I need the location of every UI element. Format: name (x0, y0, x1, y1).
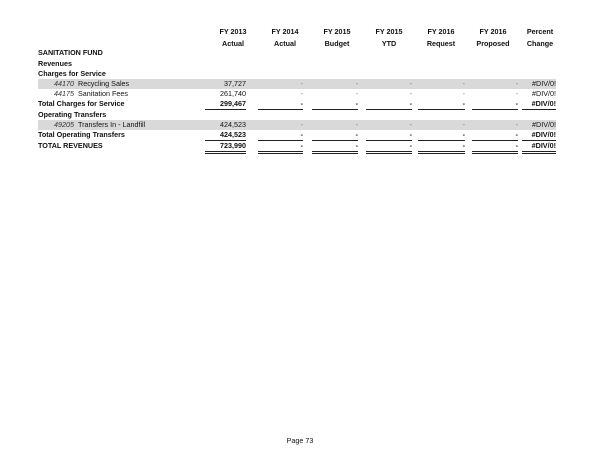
cell-value: 299,467 (205, 99, 246, 110)
cell-value: #DIV/0! (532, 79, 556, 88)
cell-value: #DIV/0! (522, 141, 556, 154)
cell-value: - (366, 141, 412, 154)
cell-value: #DIV/0! (522, 99, 556, 110)
cell-value: - (312, 99, 358, 110)
heading-row (38, 48, 556, 58)
column-header-line2: Change (526, 39, 554, 48)
column-header-line2: Actual (222, 39, 244, 48)
column-header-line1: FY 2014 (271, 27, 299, 36)
row-label (38, 69, 106, 79)
cell-value: - (366, 99, 412, 110)
row-label (54, 120, 145, 130)
cell-value: - (355, 120, 358, 129)
cell-value: - (300, 89, 303, 98)
cell-value: - (515, 89, 518, 98)
row-label (38, 130, 125, 140)
column-header-line1: FY 2013 (219, 27, 247, 36)
account-name: SANITATION FUND (38, 48, 103, 57)
total-row (38, 99, 556, 109)
cell-value: - (472, 99, 518, 110)
cell-value: 37,727 (224, 79, 246, 88)
cell-value: - (515, 79, 518, 88)
cell-value: - (355, 79, 358, 88)
account-name: Operating Transfers (38, 110, 107, 119)
cell-value: - (409, 120, 412, 129)
account-name: Recycling Sales (78, 79, 130, 88)
column-header-line1: FY 2016 (479, 27, 507, 36)
column-header (311, 26, 363, 50)
row-label (38, 141, 103, 151)
grand-row (38, 141, 556, 151)
column-header-line2: YTD (381, 39, 397, 48)
account-name: Sanitation Fees (78, 89, 128, 98)
cell-value: - (409, 79, 412, 88)
account-name: Charges for Service (38, 69, 106, 78)
account-code: 49205 (54, 120, 74, 129)
cell-value: - (515, 120, 518, 129)
cell-value: - (300, 79, 303, 88)
row-label (38, 99, 125, 109)
cell-value: - (418, 141, 465, 154)
cell-value: - (300, 120, 303, 129)
table-row (38, 89, 556, 99)
cell-value: - (366, 130, 412, 141)
column-header-line1: FY 2016 (427, 27, 455, 36)
row-label (54, 79, 129, 89)
cell-value: - (312, 141, 358, 154)
table-row (38, 120, 556, 130)
cell-value: - (409, 89, 412, 98)
cell-value: 261,740 (220, 89, 246, 98)
account-code: 44175 (54, 89, 74, 98)
cell-value: - (418, 130, 465, 141)
column-header (259, 26, 311, 50)
cell-value: 424,523 (220, 120, 246, 129)
row-label (38, 110, 106, 120)
table-row (38, 79, 556, 89)
heading-row (38, 69, 556, 79)
column-header-line1: Percent (526, 27, 554, 36)
cell-value: #DIV/0! (522, 130, 556, 141)
cell-value: 723,990 (205, 141, 246, 154)
account-name: Transfers In - Landfill (78, 120, 146, 129)
cell-value: - (472, 130, 518, 141)
column-header (415, 26, 467, 50)
row-label (38, 48, 103, 58)
cell-value: - (258, 99, 303, 110)
account-name: TOTAL REVENUES (38, 141, 103, 150)
heading-row (38, 59, 556, 69)
column-header (363, 26, 415, 50)
cell-value: - (355, 89, 358, 98)
column-header-line1: FY 2015 (323, 27, 351, 36)
cell-value: - (258, 130, 303, 141)
heading-row (38, 110, 556, 120)
column-header (514, 26, 566, 50)
account-name: Total Operating Transfers (38, 130, 125, 139)
column-header (467, 26, 519, 50)
column-header (207, 26, 259, 50)
cell-value: - (258, 141, 303, 154)
column-header-line2: Actual (274, 39, 296, 48)
cell-value: - (462, 120, 465, 129)
account-name: Revenues (38, 59, 72, 68)
row-label (54, 89, 128, 99)
page-number: Page 73 (286, 436, 314, 445)
cell-value: #DIV/0! (532, 89, 556, 98)
column-header-line2: Proposed (476, 39, 510, 48)
cell-value: - (462, 89, 465, 98)
cell-value: 424,523 (205, 130, 246, 141)
cell-value: #DIV/0! (532, 120, 556, 129)
column-header-line2: Budget (324, 39, 350, 48)
cell-value: - (472, 141, 518, 154)
account-name: Total Charges for Service (38, 99, 125, 108)
cell-value: - (418, 99, 465, 110)
column-header-line1: FY 2015 (375, 27, 403, 36)
row-label (38, 59, 72, 69)
account-code: 44170 (54, 79, 74, 88)
cell-value: - (462, 79, 465, 88)
cell-value: - (312, 130, 358, 141)
total-row (38, 130, 556, 140)
column-header-line2: Request (426, 39, 456, 48)
